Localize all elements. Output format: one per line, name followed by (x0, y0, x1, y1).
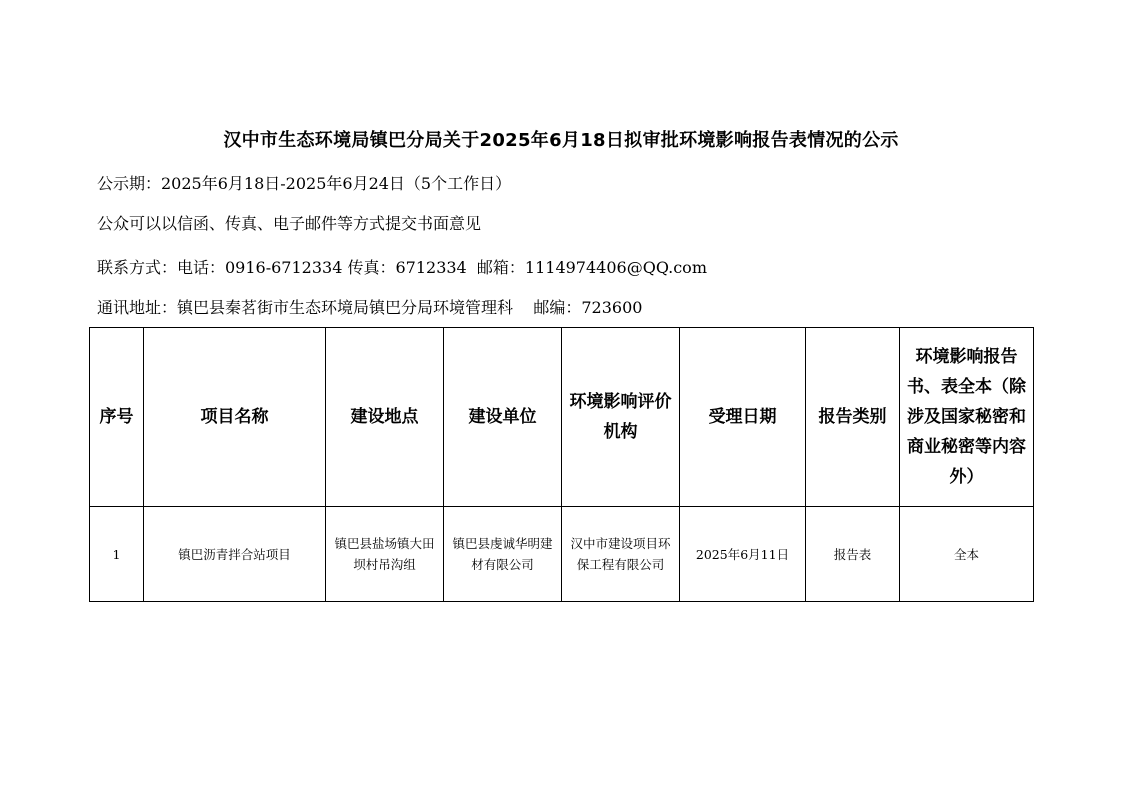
cell-acceptance-date: 2025年6月11日 (680, 507, 806, 602)
approval-table (89, 327, 1034, 602)
header-construction-unit: 建设单位 (444, 328, 562, 507)
cell-project-name: 镇巴沥青拌合站项目 (144, 507, 326, 602)
header-eia-agency: 环境影响评价机构 (562, 328, 680, 507)
header-project-name: 项目名称 (144, 328, 326, 507)
cell-construction-site: 镇巴县盐场镇大田坝村吊沟组 (326, 507, 444, 602)
table-row (90, 507, 1034, 602)
header-construction-site: 建设地点 (326, 328, 444, 507)
mailing-address-text: 通讯地址：镇巴县秦茗街市生态环境局镇巴分局环境管理科 邮编：723600 (97, 298, 643, 317)
header-full-report: 环境影响报告书、表全本（除涉及国家秘密和商业秘密等内容外） (900, 328, 1034, 507)
header-report-type: 报告类别 (806, 328, 900, 507)
header-serial-number: 序号 (90, 328, 144, 507)
table-header-row (90, 328, 1034, 507)
cell-report-type: 报告表 (806, 507, 900, 602)
page-title: 汉中市生态环境局镇巴分局关于2025年6月18日拟审批环境影响报告表情况的公示 (223, 130, 899, 151)
header-acceptance-date: 受理日期 (680, 328, 806, 507)
cell-eia-agency: 汉中市建设项目环保工程有限公司 (562, 507, 680, 602)
contact-info-text: 联系方式：电话：0916-6712334 传真：6712334 邮箱：1114974406@QQ.com (97, 258, 707, 277)
cell-construction-unit: 镇巴县虔诚华明建材有限公司 (444, 507, 562, 602)
publicity-period-text: 公示期：2025年6月18日-2025年6月24日（5个工作日） (97, 174, 512, 193)
cell-serial-number: 1 (90, 507, 144, 602)
cell-full-report: 全本 (900, 507, 1034, 602)
feedback-channels-text: 公众可以以信函、传真、电子邮件等方式提交书面意见 (97, 214, 482, 233)
